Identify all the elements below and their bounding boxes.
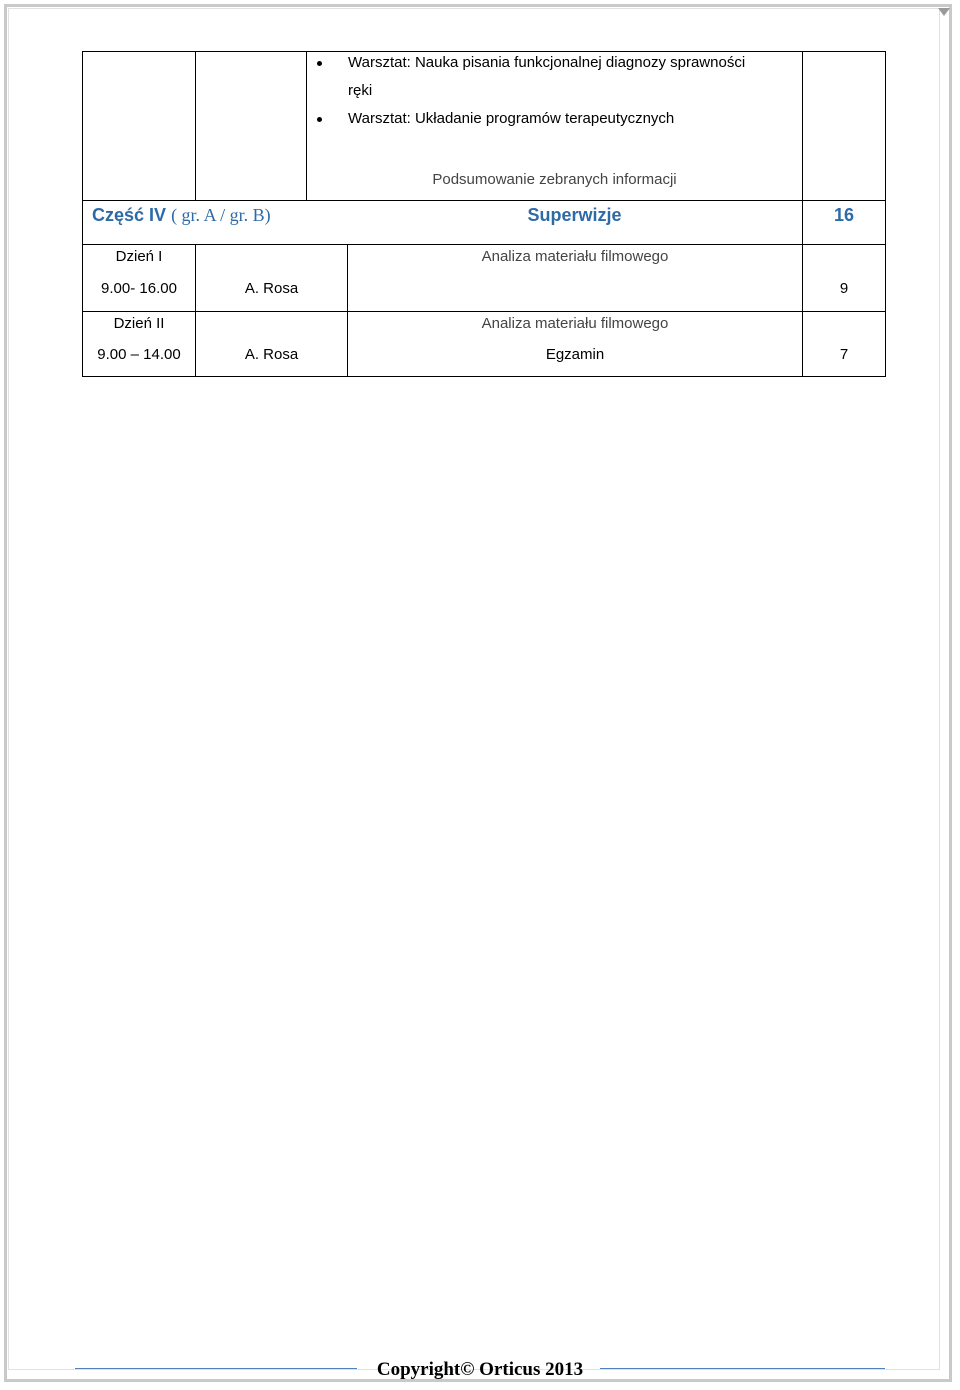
session-topic: Analiza materiału filmowego <box>481 315 669 332</box>
instructor-name: A. Rosa <box>244 346 299 363</box>
copyright-text: Copyright© Orticus 2013 <box>376 1359 584 1380</box>
day-label: Dzień I <box>115 248 163 265</box>
instructor-name: A. Rosa <box>244 280 299 297</box>
section-part <box>92 204 271 226</box>
row-divider <box>82 244 886 245</box>
table-border-bottom <box>82 376 886 377</box>
column-divider <box>802 51 803 200</box>
workshop-item: Warsztat: Nauka pisania funkcjonalnej diagnozy sprawności <box>348 54 746 71</box>
day-label: Dzień II <box>113 315 165 332</box>
time-range: 9.00- 16.00 <box>101 280 177 297</box>
table-border-right <box>885 51 886 377</box>
session-hours: 7 <box>839 346 849 363</box>
bullet-icon <box>317 117 322 122</box>
part-number: Część IV <box>92 205 167 225</box>
workshop-item: Warsztat: Układanie programów terapeutycznych <box>348 110 675 127</box>
session-hours: 9 <box>839 280 849 297</box>
row-divider <box>82 200 886 201</box>
row-divider <box>82 311 886 312</box>
bullet-icon <box>317 61 322 66</box>
column-divider <box>195 51 196 200</box>
session-topic: Analiza materiału filmowego <box>481 248 669 265</box>
section-hours: 16 <box>833 205 855 225</box>
table-border-top <box>82 51 886 52</box>
time-range: 9.00 – 14.00 <box>97 346 181 363</box>
summary-text: Podsumowanie zebranych informacji <box>432 171 677 188</box>
group-label: ( gr. A / gr. B) <box>171 205 271 225</box>
workshop-item-continued: ręki <box>348 82 373 99</box>
corner-marker <box>938 8 950 16</box>
exam-label: Egzamin <box>545 346 605 363</box>
section-title: Superwizje <box>527 205 622 225</box>
